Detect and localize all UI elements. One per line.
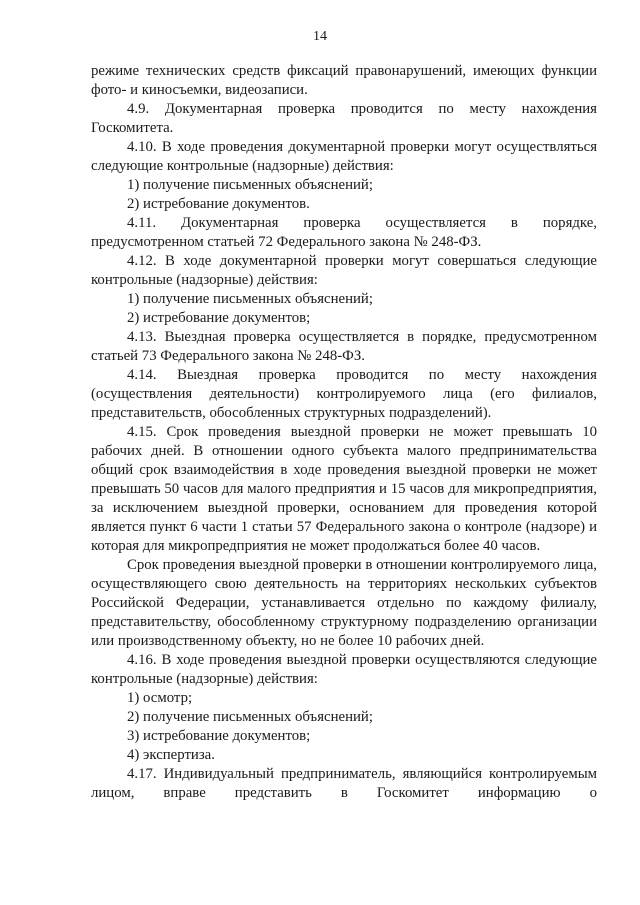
page-number: 14: [313, 29, 327, 44]
paragraph: 4.10. В ходе проведения документарной проверки могут осуществляться следующие контрольные (надзорные) действия:: [91, 139, 597, 174]
paragraph: Срок проведения выездной проверки в отношении контролируемого лица, осуществляющего свою деятельность на территориях нескольких субъектов Российской Федерации, устанавливается отдельно по каждому филиалу, представительству, обособленному структурному подразделению организации или производственному объекту, но не более 10 рабочих дней.: [91, 557, 597, 649]
paragraph: 4.15. Срок проведения выездной проверки не может превышать 10 рабочих дней. В отношении одного субъекта малого предпринимательства общий срок взаимодействия в ходе проведения выездной проверки не может превышать 50 часов для малого предприятия и 15 часов для микропредприятия, за исключением выездной проверки, основанием для проведения которой является пункт 6 части 1 статьи 57 Федерального закона о контроле (надзоре) и которая для микропредприятия не может продолжаться более 40 часов.: [91, 424, 597, 554]
list-item: 4) экспертиза.: [127, 747, 215, 763]
paragraph: 4.12. В ходе документарной проверки могут совершаться следующие контрольные (надзорные) действия:: [91, 253, 597, 288]
paragraph: 4.16. В ходе проведения выездной проверки осуществляются следующие контрольные (надзорные) действия:: [91, 652, 597, 687]
body-text: [91, 62, 597, 803]
paragraph: 4.9. Документарная проверка проводится по месту нахождения Госкомитета.: [91, 101, 597, 136]
list-item: 2) истребование документов;: [127, 310, 311, 326]
list-item: 2) получение письменных объяснений;: [127, 709, 373, 725]
list-item: 1) получение письменных объяснений;: [127, 177, 373, 193]
paragraph: 4.17. Индивидуальный предприниматель, являющийся контролируемым лицом, вправе представить в Госкомитет информацию о: [91, 766, 597, 801]
paragraph: 4.11. Документарная проверка осуществляется в порядке, предусмотренном статьей 72 Федерального закона № 248-ФЗ.: [91, 215, 597, 250]
list-item: 1) получение письменных объяснений;: [127, 291, 373, 307]
paragraph: 4.14. Выездная проверка проводится по месту нахождения (осуществления деятельности) контролируемого лица (его филиалов, представительств, обособленных структурных подразделений).: [91, 367, 597, 421]
paragraph: режиме технических средств фиксаций правонарушений, имеющих функции фото- и киносъемки, видеозаписи.: [91, 63, 597, 98]
paragraph: 4.13. Выездная проверка осуществляется в порядке, предусмотренном статьей 73 Федерального закона № 248-ФЗ.: [91, 329, 597, 364]
list-item: 1) осмотр;: [127, 690, 193, 706]
list-item: 2) истребование документов.: [127, 196, 310, 212]
list-item: 3) истребование документов;: [127, 728, 311, 744]
